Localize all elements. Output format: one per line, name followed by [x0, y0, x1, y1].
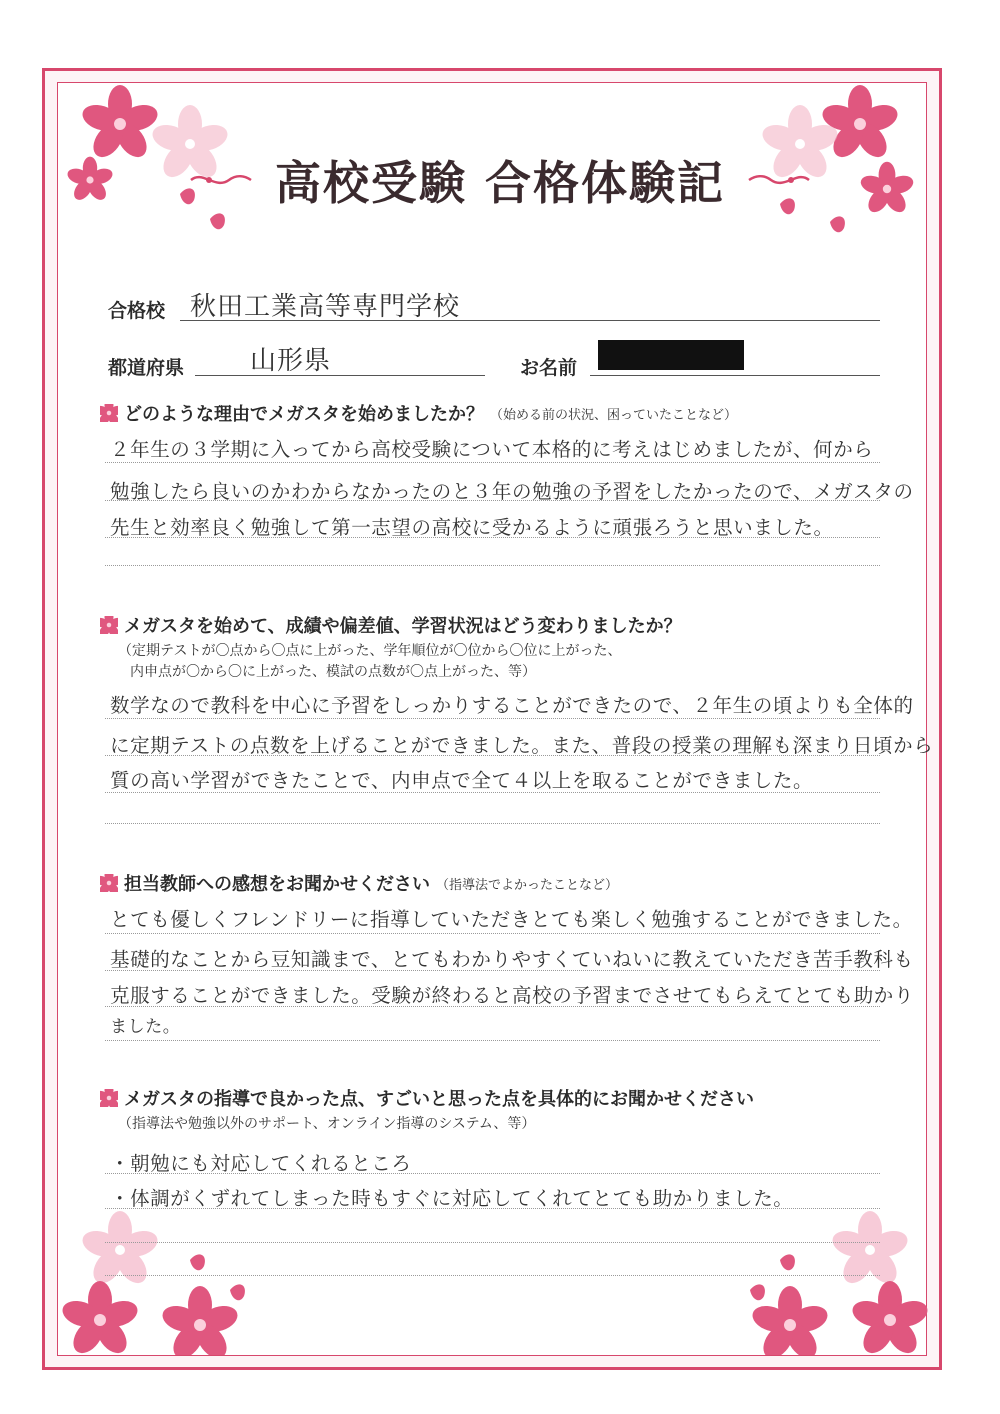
name-underline: [590, 375, 880, 376]
question-4-heading: [100, 1085, 754, 1111]
name-label: お名前: [520, 357, 578, 379]
question-4-note: （指導法や勉強以外のサポート、オンライン指導のシステム、等）: [118, 1116, 536, 1132]
dotted-rule: [105, 823, 880, 824]
question-4-title: メガスタの指導で良かった点、すごいと思った点を具体的にお聞かせください: [124, 1089, 754, 1110]
question-1-title: どのような理由でメガスタを始めましたか？: [124, 404, 484, 425]
answer-3-line: 克服することができました。受験が終わると高校の予習までさせてもらえてとても助かり: [110, 984, 915, 1007]
question-2-note: 内申点が〇から〇に上がった、模試の点数が〇点上がった、等）: [130, 664, 536, 680]
answer-2-line: 質の高い学習ができたことで、内申点で全て４以上を取ることができました。: [110, 769, 814, 792]
school-label: 合格校: [108, 300, 166, 322]
dotted-rule: [105, 565, 880, 566]
dotted-rule: [105, 500, 880, 501]
dotted-rule: [105, 1208, 880, 1209]
dotted-rule: [105, 718, 880, 719]
dotted-rule: [105, 1173, 880, 1174]
school-value: 秋田工業高等専門学校: [190, 292, 461, 322]
dotted-rule: [105, 933, 880, 934]
answer-4-line: ・体調がくずれてしまった時もすぐに対応してくれてとても助かりました。: [110, 1187, 794, 1210]
dotted-rule: [105, 1006, 880, 1007]
cherry-blossom-icon: [60, 1190, 260, 1355]
answer-1-line: 先生と効率良く勉強して第一志望の高校に受かるように頑張ろうと思いました。: [110, 516, 834, 539]
question-3-heading: [100, 870, 618, 896]
answer-3-line: とても優しくフレンドリーに指導していただきとても楽しく勉強することができました。: [110, 908, 913, 931]
sakura-bullet-icon: [100, 1089, 118, 1107]
prefecture-label: 都道府県: [108, 357, 185, 379]
page-title: 高校受験 合格体験記: [274, 156, 725, 210]
prefecture-value: 山形県: [250, 346, 332, 376]
flourish-left-icon: [189, 168, 253, 192]
dotted-rule: [105, 755, 880, 756]
answer-1-line: ２年生の３学期に入ってから高校受験について本格的に考えはじめましたが、何から: [110, 438, 874, 461]
dotted-rule: [105, 1040, 880, 1041]
question-2-note: （定期テストが〇点から〇点に上がった、学年順位が〇位から〇位に上がった、: [118, 643, 622, 659]
dotted-rule: [105, 462, 880, 463]
answer-4-line: ・朝勉にも対応してくれるところ: [110, 1152, 412, 1175]
question-3-note: （指導法でよかったことなど）: [436, 877, 619, 893]
question-1-heading: [100, 400, 737, 426]
prefecture-underline: [195, 375, 485, 376]
dotted-rule: [105, 970, 880, 971]
answer-2-line: に定期テストの点数を上げることができました。また、普段の授業の理解も深まり日頃から: [110, 734, 934, 757]
dotted-rule: [105, 792, 880, 793]
question-3-title: 担当教師への感想をお聞かせください: [124, 874, 430, 895]
flourish-right-icon: [747, 168, 811, 192]
question-2-title: メガスタを始めて、成績や偏差値、学習状況はどう変わりましたか？: [124, 616, 682, 637]
school-underline: [180, 320, 880, 321]
answer-3-line: 基礎的なことから豆知識まで、とてもわかりやすくていねいに教えていただき苦手教科も: [110, 948, 914, 971]
answer-3-line: ました。: [110, 1017, 181, 1037]
answer-1-line: 勉強したら良いのかわからなかったのと３年の勉強の予習をしたかったので、メガスタの: [110, 480, 914, 503]
sakura-bullet-icon: [100, 874, 118, 892]
answer-2-line: 数学なので教科を中心に予習をしっかりすることができたので、２年生の頃よりも全体的: [110, 694, 914, 717]
name-redaction: [598, 340, 744, 370]
dotted-rule: [105, 1275, 880, 1276]
question-1-note: （始める前の状況、困っていたことなど）: [490, 407, 738, 423]
cherry-blossom-icon: [730, 1190, 930, 1355]
title-row: [0, 140, 1000, 220]
dotted-rule: [105, 1242, 880, 1243]
dotted-rule: [105, 537, 880, 538]
sakura-bullet-icon: [100, 404, 118, 422]
sakura-bullet-icon: [100, 616, 118, 634]
question-2-heading: [100, 612, 682, 638]
